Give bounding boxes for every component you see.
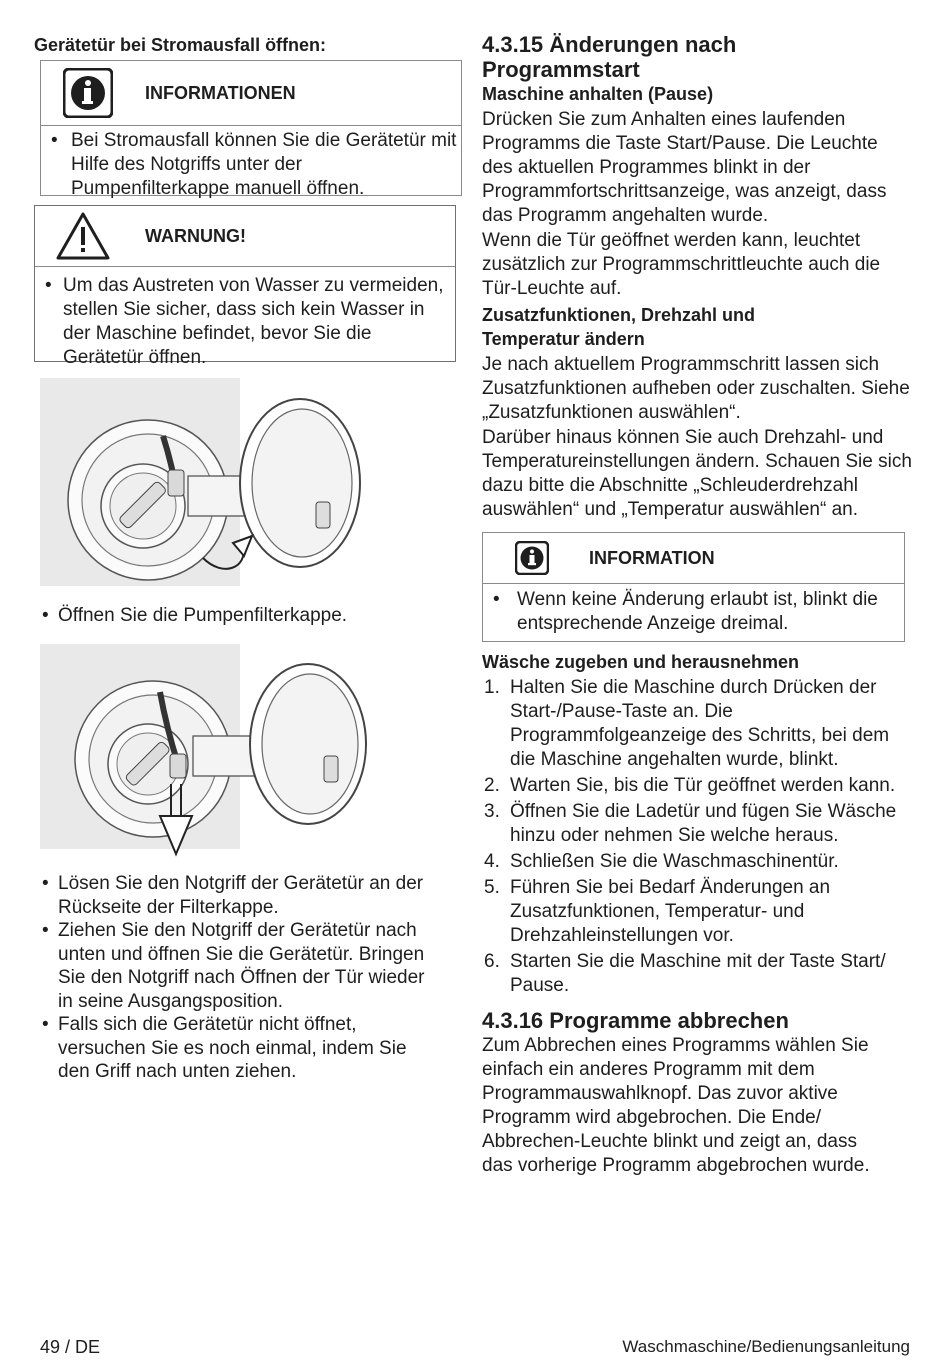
list-item: 1. Halten Sie die Maschine durch Drücken der Start-/Pause-Taste an. Die Programmfolgeanzeige des Schritts, bei dem die Maschine angehalten wurde, blinkt.: [484, 677, 890, 770]
section-title-4-3-15: 4.3.15 Änderungen nach Programmstart: [482, 32, 737, 82]
info-icon: [515, 541, 549, 575]
document-title: Waschmaschine/Bedienungsanleitung: [622, 1337, 910, 1356]
list-item: • Lösen Sie den Notgriff der Gerätetür an der Rückseite der Filterkappe.: [38, 872, 438, 919]
info-box-header: [41, 61, 461, 126]
extras-heading: Zusatzfunktionen, Drehzahl und Temperatur ändern: [482, 305, 755, 349]
laundry-heading: Wäsche zugeben und herausnehmen: [482, 652, 800, 672]
warning-triangle-icon: [55, 211, 111, 261]
list-item: 2. Warten Sie, bis die Tür geöffnet werden kann.: [484, 775, 896, 796]
pause-paragraph-1: Drücken Sie zum Anhalten eines laufenden Programms die Taste Start/Pause. Die Leuchte des aktuellen Programmes blinkt in der Programmfortschrittsanzeige, was anzeigt, dass das Programm angehalten wurde.: [482, 109, 887, 226]
info-box-header: [483, 533, 904, 584]
cancel-paragraph: Zum Abbrechen eines Programms wählen Sie einfach ein anderes Programm mit dem Programmauswahlknopf. Das zuvor aktive Programm wird abgebrochen. Die Ende/ Abbrechen-Leuchte blinkt und zeigt an, dass das vorherige Programm abgebrochen wurde.: [482, 1035, 870, 1176]
list-item: • Bei Stromausfall können Sie die Gerätetür mit Hilfe des Notgriffs unter der Pumpenfilterkappe manuell öffnen.: [41, 129, 461, 201]
list-item: 5. Führen Sie bei Bedarf Änderungen an Zusatzfunktionen, Temperatur- und Drehzahleinstellungen vor.: [484, 877, 831, 946]
info-icon: [63, 68, 113, 118]
list-item: • Öffnen Sie die Pumpenfilterkappe.: [38, 604, 458, 628]
list-item: 4. Schließen Sie die Waschmaschinentür.: [484, 851, 839, 872]
list-item: • Um das Austreten von Wasser zu vermeiden, stellen Sie sicher, dass sich kein Wasser in der Maschine befindet, bevor Sie die Gerätetür öffnen.: [35, 274, 455, 370]
caption-list-1: [38, 604, 458, 628]
list-item: • Ziehen Sie den Notgriff der Gerätetür nach unten und öffnen Sie die Gerätetür. Bringen Sie den Notgriff nach Öffnen der Tür wieder in seine Ausgangsposition.: [38, 919, 438, 1013]
list-item: • Wenn keine Änderung erlaubt ist, blinkt die entsprechende Anzeige dreimal.: [483, 588, 904, 636]
list-item: 6. Starten Sie die Maschine mit der Taste Start/ Pause.: [484, 951, 886, 996]
pause-heading: Maschine anhalten (Pause): [482, 84, 714, 104]
warning-box-title: WARNUNG!: [145, 225, 246, 246]
instruction-list-2: [38, 872, 438, 1084]
illustration-open-filter-cap: [38, 378, 368, 588]
illustration-pull-emergency-handle: [38, 644, 368, 859]
list-item: 3. Öffnen Sie die Ladetür und fügen Sie Wäsche hinzu oder nehmen Sie welche heraus.: [484, 801, 897, 846]
info-box-title: INFORMATION: [589, 547, 715, 568]
pause-paragraph-2: Wenn die Tür geöffnet werden kann, leuchtet zusätzlich zur Programmschrittleuchte auch die Tür-Leuchte auf.: [482, 230, 881, 299]
info-box-list: [41, 126, 461, 201]
info-box-title: INFORMATIONEN: [145, 82, 296, 103]
page-number: 49 / DE: [40, 1337, 101, 1357]
warning-box-header: [35, 206, 455, 267]
emergency-door-heading: Gerätetür bei Stromausfall öffnen:: [34, 35, 327, 55]
warning-box: [34, 205, 456, 368]
list-item: • Falls sich die Gerätetür nicht öffnet, versuchen Sie es noch einmal, indem Sie den Griff nach unten ziehen.: [38, 1013, 438, 1084]
section-title-4-3-16: 4.3.16 Programme abbrechen: [482, 1008, 789, 1033]
warning-box-list: [35, 267, 455, 370]
info-box-list: [483, 584, 904, 636]
info-box-no-change: [482, 532, 905, 642]
extras-paragraph-1: Je nach aktuellem Programmschritt lassen sich Zusatzfunktionen aufheben oder zuschalten. Siehe „Zusatzfunktionen auswählen“.: [482, 354, 910, 423]
info-box-power-failure: [40, 60, 462, 199]
laundry-steps: [482, 676, 912, 1000]
extras-paragraph-2: Darüber hinaus können Sie auch Drehzahl- und Temperatureinstellungen ändern. Schauen Sie sich dazu bitte die Abschnitte „Schleuderdrehzahl auswählen“ und „Temperatur auswählen“ an.: [482, 427, 912, 520]
